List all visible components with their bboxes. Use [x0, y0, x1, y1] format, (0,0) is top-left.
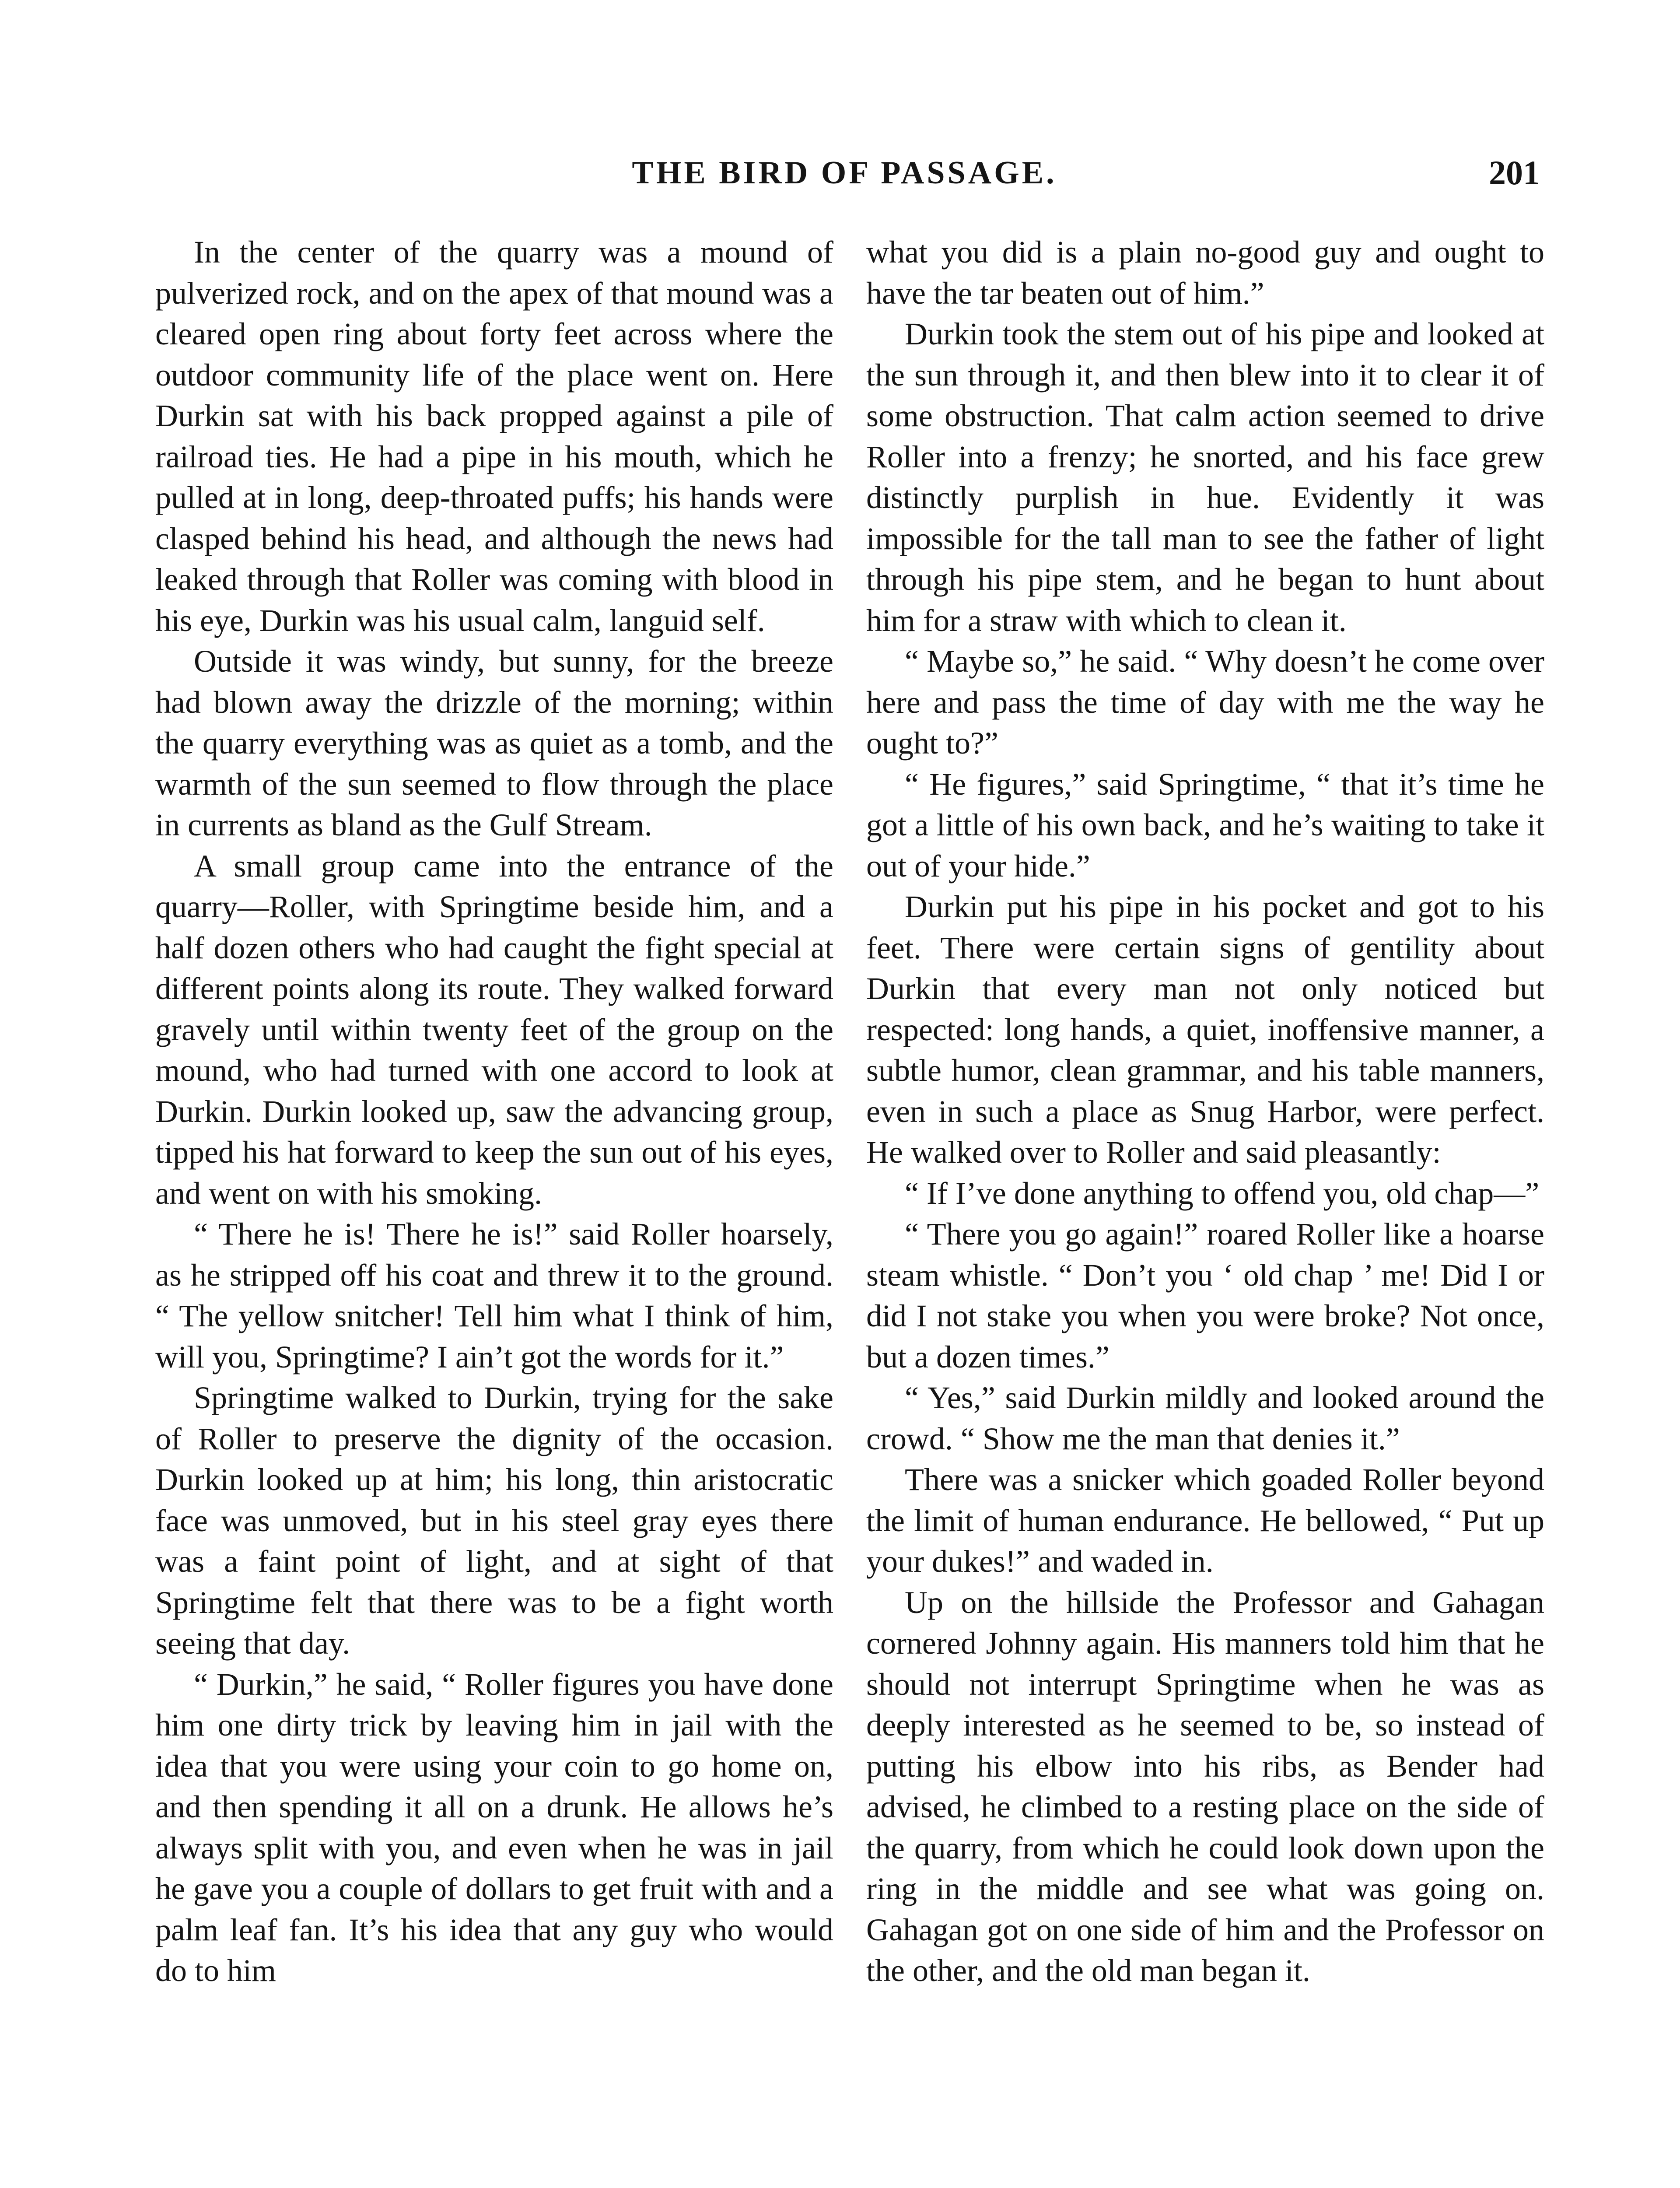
paragraph: Durkin put his pipe in his pocket and got to his feet. There were certain signs of gentility about Durkin that every man not only noticed but respected: long hands, a quiet, inoffensive manner, a subtle humor, clean grammar, and his table manners, even in such a place as Snug Harbor, were perfect. He walked over to Roller and said pleasantly: [866, 889, 1544, 1170]
paragraph: “ If I’ve done anything to offend you, old chap—” [905, 1175, 1540, 1211]
page-header [149, 147, 1540, 199]
paragraph: “ There he is! There he is!” said Roller hoarsely, as he stripped off his coat and threw it to the ground. “ The yellow snitcher! Tell him what I think of him, will you, Springtime? I ain’t got the words for it.” [155, 1217, 833, 1375]
running-title: THE BIRD OF PASSAGE. [632, 155, 1057, 191]
right-column [866, 232, 1544, 1992]
paragraph: “ He figures,” said Springtime, “ that it’s time he got a little of his own back, and he’s waiting to take it out of your hide.” [866, 766, 1544, 884]
paragraph: A small group came into the entrance of the quarry—Roller, with Springtime beside him, and a half dozen others who had caught the fight special at different points along its route. They walked forward gravely until within twenty feet of the group on the mound, who had turned with one accord to look at Durkin. Durkin looked up, saw the advancing group, tipped his hat forward to keep the sun out of his eyes, and went on with his smoking. [155, 848, 833, 1211]
left-column [155, 232, 833, 1992]
paragraph: “ Maybe so,” he said. “ Why doesn’t he come over here and pass the time of day with me the way he ought to?” [866, 644, 1544, 761]
page-number: 201 [1489, 154, 1540, 192]
paragraph: In the center of the quarry was a mound of pulverized rock, and on the apex of that mound was a cleared open ring about forty feet across where the outdoor community life of the place went on. Here Durkin sat with his back propped against a pile of railroad ties. He had a pipe in his mouth, which he pulled at in long, deep-throated puffs; his hands were clasped behind his head, and although the news had leaked through that Roller was coming with blood in his eye, Durkin was his usual calm, languid self. [155, 235, 833, 638]
paragraph: Durkin took the stem out of his pipe and looked at the sun through it, and then blew into it to clear it of some obstruction. That calm action seemed to drive Roller into a frenzy; he snorted, and his face grew distinctly purplish in hue. Evidently it was impossible for the tall man to see the father of light through his pipe stem, and he began to hunt about him for a straw with which to clean it. [866, 316, 1544, 638]
paragraph: Up on the hillside the Professor and Gahagan cornered Johnny again. His manners told him that he should not interrupt Springtime when he was as deeply interested as he seemed to be, so instead of putting his elbow into his ribs, as Bender had advised, he climbed to a resting place on the side of the quarry, from which he could look down upon the ring in the middle and see what was going on. Gahagan got on one side of him and the Professor on the other, and the old man began it. [866, 1585, 1544, 1988]
paragraph-continuation: what you did is a plain no-good guy and ought to have the tar beaten out of him.” [866, 235, 1544, 311]
paragraph: “ Durkin,” he said, “ Roller figures you have done him one dirty trick by leaving him in jail with the idea that you were using your coin to go home on, and then spending it all on a drunk. He allows he’s always split with you, and even when he was in jail he gave you a couple of dollars to get fruit with and a palm leaf fan. It’s his idea that any guy who would do to him [155, 1666, 833, 1988]
paragraph: There was a snicker which goaded Roller beyond the limit of human endurance. He bellowed, “ Put up your dukes!” and waded in. [866, 1462, 1544, 1579]
paragraph: “ There you go again!” roared Roller like a hoarse steam whistle. “ Don’t you ‘ old chap ’ me! Did I or did I not stake you when you were broke? Not once, but a dozen times.” [866, 1217, 1544, 1375]
paragraph: “ Yes,” said Durkin mildly and looked around the crowd. “ Show me the man that denies it.” [866, 1380, 1544, 1456]
paragraph: Outside it was windy, but sunny, for the breeze had blown away the drizzle of the morning; within the quarry everything was as quiet as a tomb, and the warmth of the sun seemed to flow through the place in currents as bland as the Gulf Stream. [155, 644, 833, 842]
paragraph: Springtime walked to Durkin, trying for the sake of Roller to preserve the dignity of the occasion. Durkin looked up at him; his long, thin aristocratic face was unmoved, but in his steel gray eyes there was a faint point of light, and at sight of that Springtime felt that there was to be a fight worth seeing that day. [155, 1380, 833, 1661]
